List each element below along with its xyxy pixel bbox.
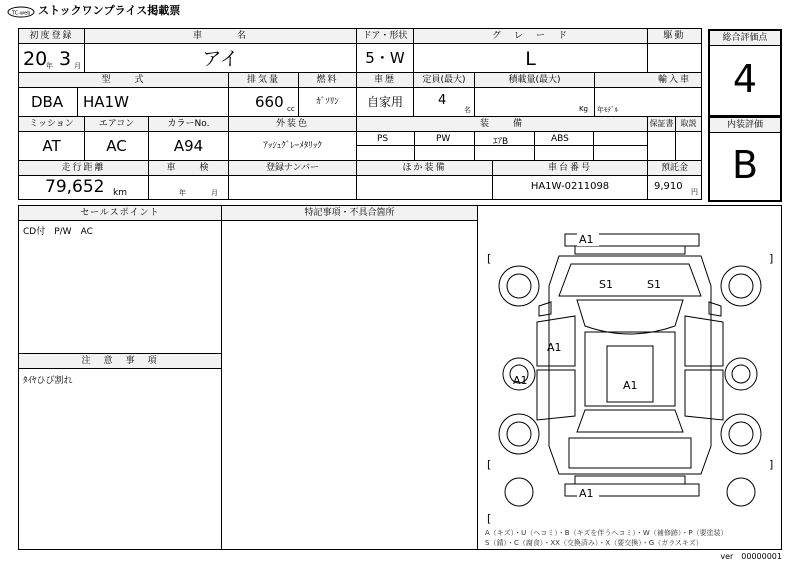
interior-score-value: B bbox=[731, 143, 759, 187]
year-unit: 年 bbox=[46, 62, 53, 70]
displacement-unit: cc bbox=[287, 105, 295, 113]
model-label: 型 式 bbox=[19, 73, 228, 88]
sale-points-text: CD付 P/W AC bbox=[23, 227, 93, 237]
car-name: アイ bbox=[202, 48, 239, 70]
mileage-unit: km bbox=[113, 188, 127, 198]
capacity-unit: 名 bbox=[464, 106, 471, 114]
manual-label: 取説 bbox=[676, 117, 701, 132]
equipment-abs: ABS bbox=[551, 134, 569, 144]
front-right-door bbox=[685, 316, 723, 366]
notes-panel bbox=[19, 354, 222, 549]
warranty-label: 保証書 bbox=[648, 117, 675, 132]
mark-front-bumper: A1 bbox=[579, 233, 594, 246]
overall-score-box bbox=[708, 29, 782, 117]
notes-text: ﾀｲﾔひび割れ bbox=[23, 376, 73, 386]
notes-label: 注 意 事 項 bbox=[19, 354, 221, 369]
model-prefix: DBA bbox=[31, 93, 64, 111]
deposit-value: 9,910 bbox=[654, 181, 683, 192]
logo bbox=[6, 4, 36, 18]
overall-score-value: 4 bbox=[732, 57, 758, 101]
sale-points-panel bbox=[19, 206, 222, 354]
version-label: ver 00000001 bbox=[720, 552, 782, 561]
load-unit: Kg bbox=[578, 105, 588, 113]
windshield bbox=[577, 300, 683, 334]
capacity-value: 4 bbox=[438, 93, 447, 108]
tailgate bbox=[569, 438, 691, 468]
door-label: ドア・形状 bbox=[357, 29, 413, 44]
damage-diagram bbox=[479, 206, 781, 549]
fuel-value: ｶﾞｿﾘﾝ bbox=[316, 97, 339, 107]
first-reg-label: 初度登録 bbox=[19, 29, 84, 44]
inspection-label: 車 検 bbox=[149, 161, 228, 176]
interior-score-label: 内装評価 bbox=[710, 118, 780, 133]
aircon-label: エアコン bbox=[85, 117, 148, 132]
grade-value: L bbox=[525, 48, 536, 70]
row-3 bbox=[19, 117, 701, 161]
aircon-value: AC bbox=[106, 137, 127, 155]
equipment-airbag: ｴｱB bbox=[493, 137, 509, 147]
fuel-label: 燃料 bbox=[299, 73, 356, 88]
sale-points-label: セールスポイント bbox=[19, 206, 221, 221]
wheel-rear-left bbox=[499, 414, 539, 454]
spec-table bbox=[18, 28, 702, 200]
row-4 bbox=[19, 161, 701, 199]
mark-hood-left: S1 bbox=[599, 278, 613, 291]
first-reg-year: 20 bbox=[23, 48, 48, 70]
legend-line-1: A（キズ）・U（ヘコミ）・B（キズを伴うヘコミ）・W（補修跡）・P（要塗装） bbox=[485, 529, 728, 537]
special-panel bbox=[222, 206, 478, 549]
month-unit: 月 bbox=[74, 62, 81, 70]
wheel-front-left bbox=[499, 266, 539, 306]
mark-left-door: A1 bbox=[547, 341, 562, 354]
rear-window bbox=[577, 410, 683, 432]
model-value: HA1W bbox=[83, 93, 129, 111]
special-label: 特記事項・不具合箇所 bbox=[222, 206, 477, 221]
car-diagram-svg bbox=[479, 206, 781, 549]
chassis-value: HA1W-0211098 bbox=[530, 181, 610, 192]
grade-label: グ レ ー ド bbox=[414, 29, 647, 44]
inspection-year-unit: 年 bbox=[179, 189, 186, 197]
capacity-label: 定員(最大) bbox=[414, 73, 474, 88]
door-value: 5・W bbox=[365, 49, 405, 67]
mileage-label: 走行距離 bbox=[19, 161, 148, 176]
interior-score-box bbox=[708, 117, 782, 202]
hood bbox=[559, 264, 701, 296]
deposit-label: 預託金 bbox=[648, 161, 701, 176]
import-note: 年ﾓﾃﾞﾙ bbox=[597, 106, 618, 114]
bracket-fl-open: [ bbox=[487, 252, 492, 265]
legend-line-2: S（錆）・C（腐食）・XX（交換済み）・X（要交換）・G（ガラスキズ） bbox=[485, 539, 703, 547]
other-equipment-label: ほか装備 bbox=[357, 161, 492, 176]
lower-section bbox=[18, 205, 782, 550]
logo-icon bbox=[6, 5, 36, 19]
mark-roof: A1 bbox=[623, 379, 638, 392]
mark-left-side: A1 bbox=[513, 374, 528, 387]
mark-hood-right: S1 bbox=[647, 278, 661, 291]
roof bbox=[585, 332, 675, 406]
history-label: 車歴 bbox=[357, 73, 413, 88]
bracket-rr-close: ] bbox=[769, 458, 774, 471]
displacement-value: 660 bbox=[255, 93, 284, 111]
color-no-label: カラーNo. bbox=[149, 117, 228, 132]
bracket-fr-close: ] bbox=[769, 252, 774, 265]
mission-value: AT bbox=[42, 137, 61, 155]
plate-label: 登録ナンバー bbox=[229, 161, 356, 176]
equipment-ps: PS bbox=[377, 134, 389, 144]
color-no-value: A94 bbox=[173, 137, 204, 155]
damage-legend bbox=[485, 528, 781, 548]
name-label: 車 名 bbox=[85, 29, 356, 44]
history-value: 自家用 bbox=[366, 95, 403, 109]
bracket-bottom-open: [ bbox=[487, 512, 492, 525]
overall-score-label: 総合評価点 bbox=[710, 31, 780, 46]
displacement-label: 排気量 bbox=[229, 73, 298, 88]
bracket-rl-open: [ bbox=[487, 458, 492, 471]
exterior-value: ｱｯｼｭｸﾞﾚｰﾒﾀﾘｯｸ bbox=[263, 141, 322, 151]
deposit-unit: 円 bbox=[691, 188, 698, 196]
equipment-pw: PW bbox=[436, 134, 451, 144]
car-body bbox=[549, 256, 711, 474]
first-reg-month: 3 bbox=[59, 48, 72, 70]
rear-right-door bbox=[685, 370, 723, 420]
exterior-label: 外装色 bbox=[229, 117, 356, 132]
wheel-rear-right bbox=[721, 414, 761, 454]
drive-label: 駆動 bbox=[648, 29, 701, 44]
inspection-month-unit: 月 bbox=[211, 189, 218, 197]
load-label: 積載量(最大) bbox=[475, 73, 594, 88]
wheel-front-right bbox=[721, 266, 761, 306]
mark-rear-bumper: A1 bbox=[579, 487, 594, 500]
row-2 bbox=[19, 73, 701, 117]
row-1 bbox=[19, 29, 701, 73]
equipment-grid bbox=[357, 132, 647, 160]
page-title: ストックワンプライス掲載票 bbox=[38, 4, 181, 17]
equipment-label: 装 備 bbox=[357, 117, 647, 132]
rear-left-door bbox=[537, 370, 575, 420]
mission-label: ミッション bbox=[19, 117, 84, 132]
svg-text:TC-web: TC-web bbox=[12, 10, 31, 17]
mileage-value: 79,652 bbox=[45, 177, 105, 197]
chassis-label: 車台番号 bbox=[493, 161, 647, 176]
import-label: 輸入車 bbox=[595, 73, 701, 88]
